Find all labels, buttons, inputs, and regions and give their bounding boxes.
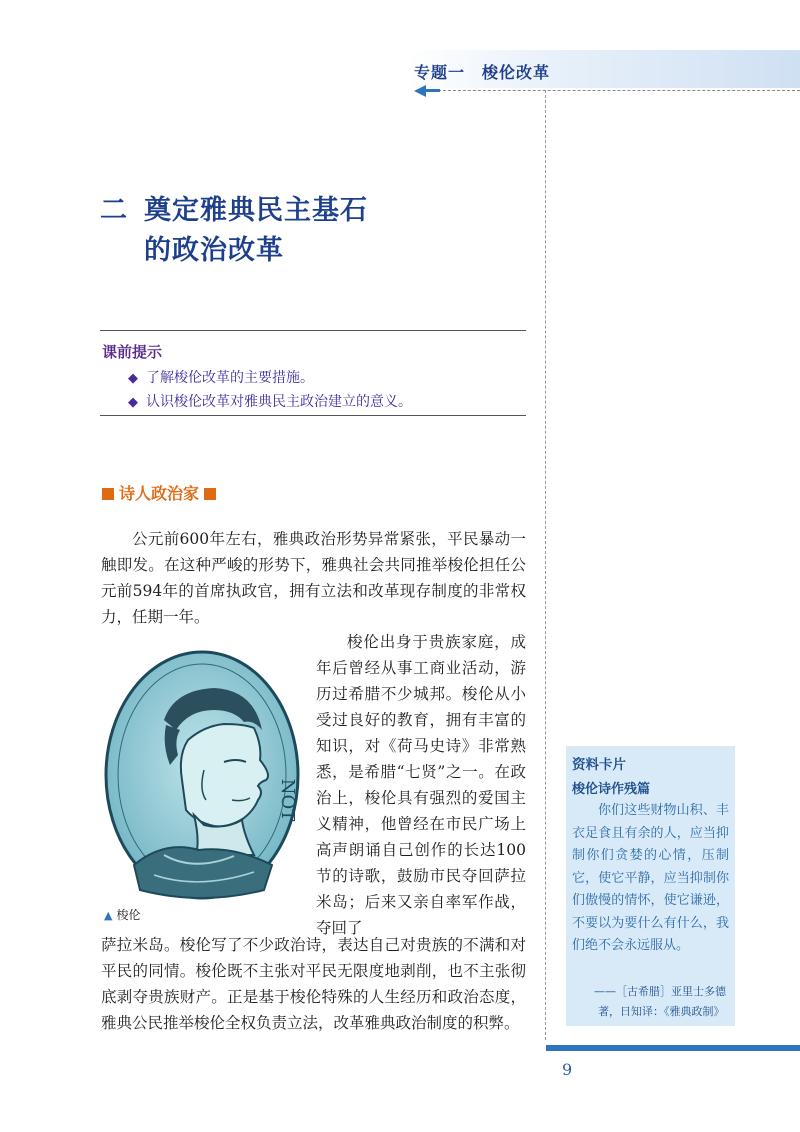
square-bullet-icon	[102, 488, 114, 500]
hints-bottom-rule	[100, 415, 526, 416]
solon-portrait	[104, 650, 300, 900]
running-head: 专题一 梭伦改革	[414, 63, 551, 82]
coin-inscription: NOT	[277, 778, 298, 822]
hints-heading: 课前提示	[102, 343, 163, 361]
body-paragraph-1: 公元前600年左右，雅典政治形势异常紧张，平民暴动一触即发。在这种严峻的形势下，雅典社会共同推举梭伦担任公元前594年的首席执政官，拥有立法和改革现存制度的非常权力，任期一年。	[101, 530, 526, 626]
diamond-bullet-icon: ◆	[128, 395, 138, 410]
diamond-bullet-icon: ◆	[128, 371, 138, 386]
resource-card-source-line1: ——［古希腊］亚里士多德	[594, 985, 726, 998]
figure-caption-text: 梭伦	[116, 908, 141, 922]
header-arrow-bar	[426, 89, 440, 92]
arrow-left-icon	[414, 85, 426, 97]
resource-card-subtitle: 梭伦诗作残篇	[572, 782, 651, 797]
hint-item-text: 了解梭伦改革的主要措施。	[146, 370, 314, 386]
margin-dashed-rule	[545, 90, 546, 1040]
resource-card-poem: 你们这些财物山积、丰衣足食且有余的人，应当抑制你们贪婪的心情，压制它，使它平静，应当抑制你们傲慢的情怀，使它谦逊，不要以为要什么有什么，我们绝不会永远服从。	[572, 803, 729, 953]
hints-top-rule	[100, 330, 526, 331]
resource-card-title: 资料卡片	[572, 757, 626, 773]
lesson-title-line1: 奠定雅典民主基石	[144, 195, 368, 226]
lesson-number: 二	[100, 195, 127, 226]
hint-item	[128, 367, 314, 387]
triangle-marker-icon: ▲	[104, 909, 113, 922]
body-paragraph-3: 萨拉米岛。梭伦写了不少政治诗，表达自己对贵族的不满和对平民的同情。梭伦既不主张对平民无限度地剥削，也不主张彻底剥夺贵族财产。正是基于梭伦特殊的人生经历和政治态度，雅典公民推举梭伦全权负责立法，改革雅典政治制度的积弊。	[101, 936, 526, 1032]
figure-caption	[104, 906, 140, 923]
header-dashed-rule	[418, 90, 800, 91]
hint-item	[128, 391, 412, 411]
resource-card-source-line2: 著，日知译：《雅典政制》	[598, 1005, 725, 1018]
page-number: 9	[562, 1060, 573, 1079]
hint-item-text: 认识梭伦改革对雅典民主政治建立的意义。	[146, 394, 412, 410]
lesson-title-line2: 的政治改革	[144, 235, 284, 266]
body-paragraph-2: 梭伦出身于贵族家庭，成年后曾经从事工商业活动，游历过希腊不少城邦。梭伦从小受过良好的教育，拥有丰富的知识，对《荷马史诗》非常熟悉，是希腊“七贤”之一。在政治上，梭伦具有强烈的爱国主义精神，他曾经在市民广场上高声朗诵自己创作的长达100节的诗歌，鼓励市民夺回萨拉米岛；后来又亲自率军作战，夺回了	[316, 633, 526, 937]
section-heading-text: 诗人政治家	[119, 484, 200, 503]
square-bullet-icon	[204, 488, 216, 500]
section-heading	[102, 481, 216, 504]
footer-bar	[546, 1045, 800, 1051]
